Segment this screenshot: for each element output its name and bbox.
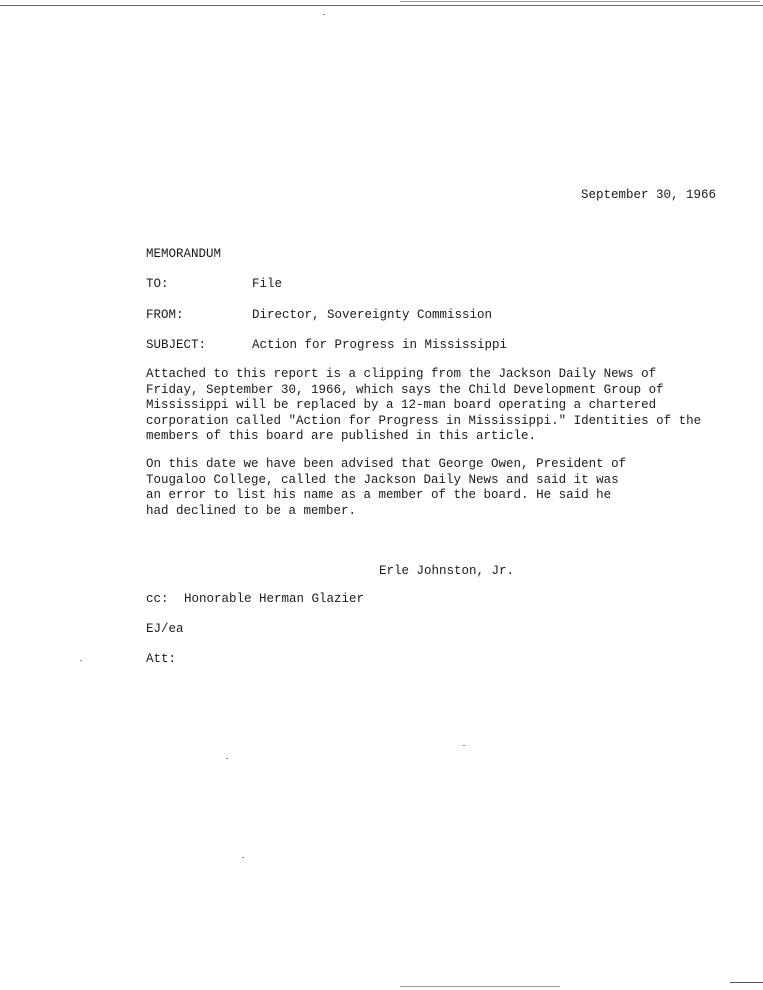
scan-top-edge-line xyxy=(0,5,763,6)
scan-speck xyxy=(80,660,82,661)
typist-initials: EJ/ea xyxy=(146,622,184,636)
scan-speck xyxy=(323,14,325,15)
subject-value: Action for Progress in Mississippi xyxy=(252,338,508,352)
attachment-label: Att: xyxy=(146,652,177,666)
scan-bottom-stroke xyxy=(400,986,560,987)
scan-top-edge-fragment xyxy=(400,1,760,2)
cc-value: Honorable Herman Glazier xyxy=(184,592,365,606)
memo-heading: MEMORANDUM xyxy=(146,247,222,261)
scan-speck xyxy=(463,745,465,746)
scan-speck xyxy=(242,857,244,858)
subject-label: SUBJECT: xyxy=(146,338,207,352)
to-label: TO: xyxy=(146,277,169,291)
to-value: File xyxy=(252,277,283,291)
memo-date: September 30, 1966 xyxy=(581,188,717,202)
body-paragraph-1: Attached to this report is a clipping from the Jackson Daily News of Friday, September 30, 1966, which says the Child Development Group of Mississippi will be replaced by a 12-man board operating a chartered corporation called "Action for Progress in Mississippi." Identities of the members of this board are published in this article. xyxy=(146,367,702,443)
signature-name: Erle Johnston, Jr. xyxy=(379,564,515,578)
scan-speck xyxy=(226,758,228,759)
cc-label: cc: xyxy=(146,592,169,606)
from-value: Director, Sovereignty Commission xyxy=(252,308,493,322)
from-label: FROM: xyxy=(146,308,184,322)
body-paragraph-2: On this date we have been advised that George Owen, President of Tougaloo College, called the Jackson Daily News and said it was an error to list his name as a member of the board. He said he had declined to be a member. xyxy=(146,457,627,518)
scan-bottom-right-stroke xyxy=(730,982,763,983)
